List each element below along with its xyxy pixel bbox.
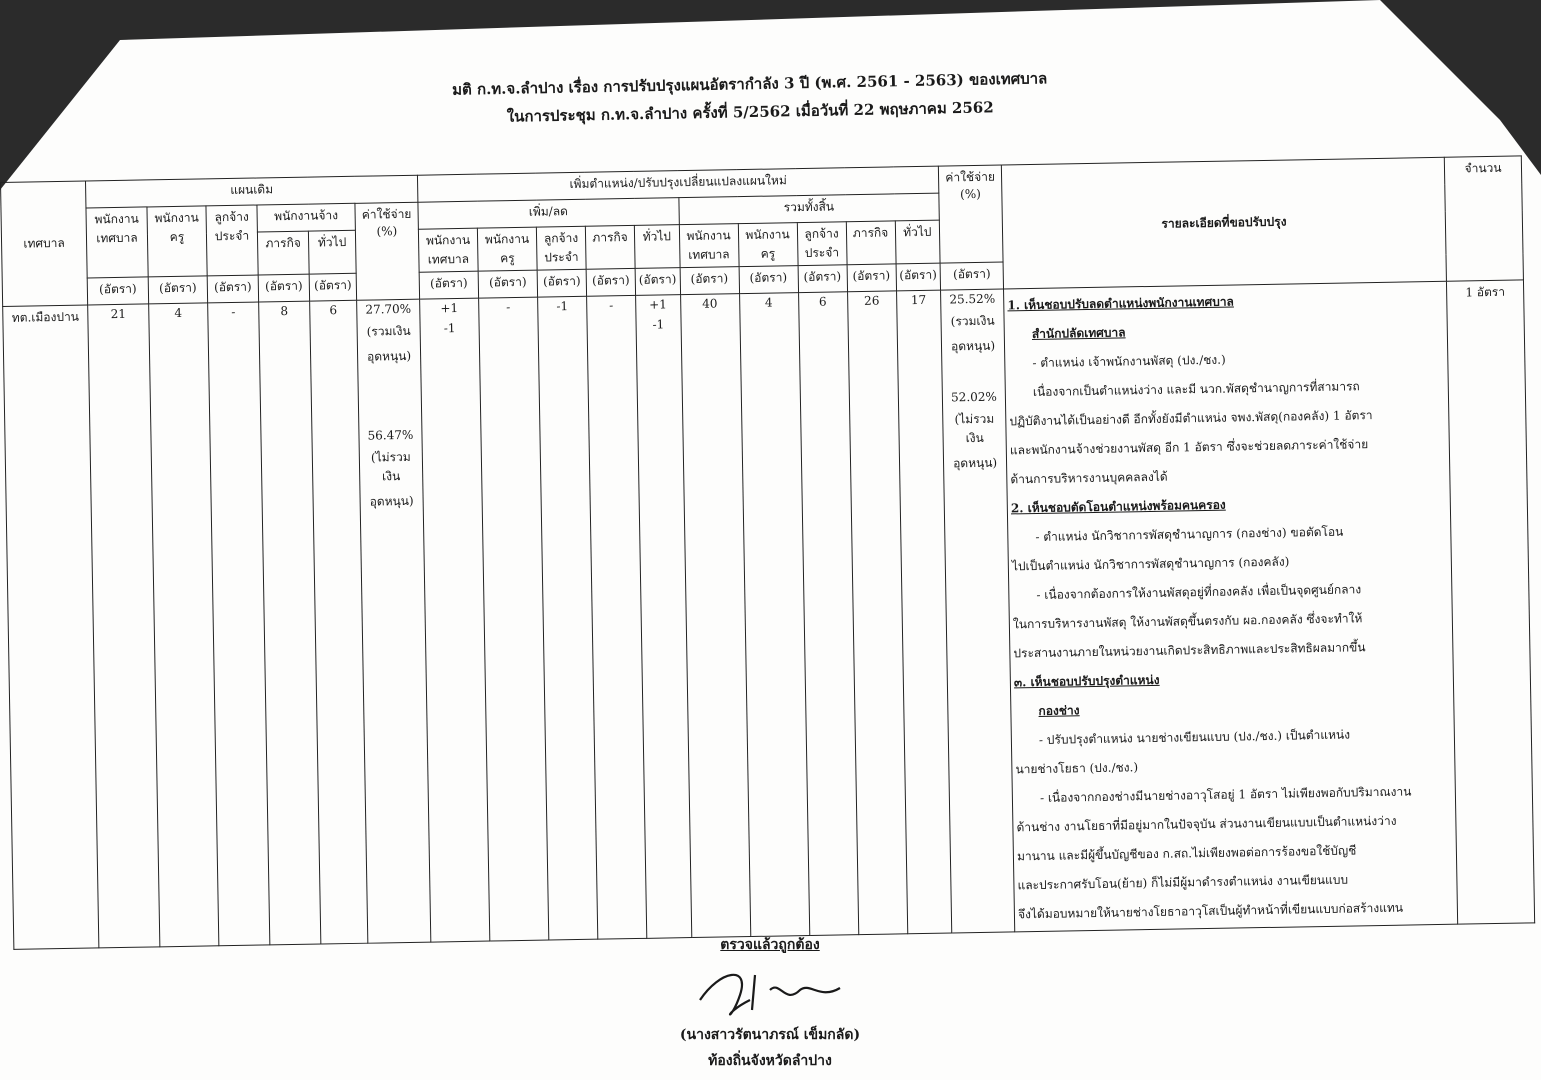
signer-name: (นางสาวรัตนาภรณ์ เข็มกลัด): [679, 1027, 861, 1043]
cell-tot-mission: 26: [847, 291, 907, 935]
rate-unit: (อัตรา): [87, 277, 148, 305]
rate-unit: (อัตรา): [847, 264, 896, 292]
detail-line: - ตำแหน่ง นักวิชาการพัสดุชำนาญการ (กองช่าง) ขอตัดโอน: [1035, 524, 1344, 544]
header-original-plan: แผนเดิม: [85, 175, 417, 208]
cell-orig-teacher: 4: [149, 303, 219, 947]
cell-orig-general: 6: [310, 300, 368, 944]
detail-line: ไปเป็นตำแหน่ง นักวิชาการพัสดุชำนาญการ (กองคลัง): [1011, 554, 1290, 574]
rate-unit: (อัตรา): [309, 273, 356, 301]
rate-unit: (อัตรา): [207, 275, 258, 303]
rate-unit: (อัตรา): [896, 263, 941, 291]
header-orig-expense: ค่าใช้จ่าย (%): [355, 202, 420, 300]
detail-line: 1. เห็นชอบปรับลดตำแหน่งพนักงานเทศบาล: [1007, 294, 1234, 313]
staffing-table: [0, 155, 1535, 949]
cell-add-general: +1 -1: [636, 295, 692, 939]
header-orig-teacher: พนักงานครู: [147, 206, 207, 277]
header-tot-municipal: พนักงานเทศบาล: [679, 224, 739, 268]
detail-line: ประสานงานภายในหน่วยงานเกิดประสิทธิภาพและประสิทธิผลมากขึ้น: [1013, 640, 1366, 661]
cell-orig-regular: -: [208, 302, 270, 946]
header-add-general: ทั่วไป: [634, 225, 679, 269]
detail-line: ๓. เห็นชอบปรับปรุงตำแหน่ง: [1013, 672, 1160, 690]
header-orig-regular: ลูกจ้างประจำ: [206, 205, 258, 276]
detail-line: - ปรับปรุงตำแหน่ง นายช่างเขียนแบบ (ปง./ชง.) เป็นตำแหน่ง: [1038, 727, 1351, 747]
cell-add-mission: -: [587, 295, 647, 939]
header-municipality: เทศบาล: [1, 181, 88, 306]
cell-amount: 1 อัตรา: [1447, 280, 1535, 924]
detail-line: จึงได้มอบหมายให้นายช่างโยธาอาวุโสเป็นผู้ทำหน้าที่เขียนแบบก่อสร้างแทน: [1017, 900, 1404, 922]
detail-line: กองช่าง: [1038, 703, 1080, 718]
detail-line: และพนักงานจ้างช่วยงานพัสดุ อีก 1 อัตรา ซึ่งจะช่วยลดภาระค่าใช้จ่าย: [1009, 437, 1369, 458]
title-line-1: มติ ก.ท.จ.ลำปาง เรื่อง การปรับปรุงแผนอัตรากำลัง 3 ปี (พ.ศ. 2561 - 2563) ของเทศบาล: [452, 69, 1048, 99]
header-add-teacher: พนักงานครู: [477, 227, 537, 271]
detail-line: ด้านการบริหารงานบุคคลลงได้: [1010, 469, 1168, 487]
handwritten-signature: [680, 960, 860, 1020]
cell-tot-regular: 6: [798, 292, 858, 936]
header-new-expense: ค่าใช้จ่าย (%): [938, 165, 1003, 263]
header-tot-regular: ลูกจ้างประจำ: [797, 222, 847, 266]
cell-new-expense: 25.52% (รวมเงิน อุดหนุน) 52.02% (ไม่รวมเงิน อุดหนุน): [941, 289, 1015, 933]
rate-unit: (อัตรา): [635, 268, 680, 296]
rate-unit: (อัตรา): [680, 267, 739, 295]
detail-line: เนื่องจากเป็นตำแหน่งว่าง และมี นวก.พัสดุชำนาญการที่สามารถ: [1032, 379, 1360, 400]
header-details: รายละเอียดที่ขอปรับปรุง: [1001, 157, 1446, 289]
rate-unit: (อัตรา): [258, 274, 309, 302]
detail-line: - เนื่องจากกองช่างมีนายช่างอาวุโสอยู่ 1 อัตรา ไม่เพียงพอกับปริมาณงาน: [1039, 784, 1412, 805]
detail-line: ด้านช่าง งานโยธาที่มีอยู่มากในปัจจุบัน ส่วนงานเขียนแบบเป็นตำแหน่งว่าง: [1016, 813, 1397, 835]
cell-details: [1004, 281, 1458, 932]
cell-orig-mission: 8: [259, 301, 321, 945]
header-orig-general: ทั่วไป: [308, 230, 356, 274]
detail-line: นายช่างโยธา (ปง./ชง.): [1015, 760, 1139, 777]
header-tot-general: ทั่วไป: [895, 220, 940, 264]
rate-unit: (อัตรา): [586, 268, 635, 296]
header-add-cut: เพิ่ม/ลด: [418, 198, 679, 230]
cell-orig-expense: 27.70% (รวมเงิน อุดหนุน) 56.47% (ไม่รวมเงิน อุดหนุน): [357, 299, 431, 943]
cell-add-teacher: -: [479, 297, 549, 941]
header-add-regular: ลูกจ้างประจำ: [536, 226, 586, 270]
detail-line: - เนื่องจากต้องการให้งานพัสดุอยู่ที่กองคลัง เพื่อเป็นจุดศูนย์กลาง: [1036, 582, 1362, 602]
rate-unit: (อัตรา): [940, 262, 1003, 290]
header-total: รวมทั้งสิ้น: [678, 193, 939, 225]
detail-line: และประกาศรับโอน(ย้าย) ก็ไม่มีผู้มาดำรงตำแหน่ง งานเขียนแบบ: [1017, 872, 1349, 893]
cell-tot-general: 17: [896, 290, 952, 934]
header-add-municipal: พนักงานเทศบาล: [418, 228, 478, 272]
header-add-mission: ภารกิจ: [585, 225, 635, 269]
header-orig-contract: พนักงานจ้าง: [257, 203, 355, 232]
detail-line: สำนักปลัดเทศบาล: [1031, 325, 1126, 342]
detail-line: 2. เห็นชอบตัดโอนตำแหน่งพร้อมคนครอง: [1010, 497, 1226, 516]
cell-tot-teacher: 4: [739, 293, 809, 937]
rate-unit: (อัตรา): [798, 265, 847, 293]
rate-unit: (อัตรา): [478, 270, 537, 298]
verified-label: ตรวจแล้วถูกต้อง: [720, 937, 820, 953]
title-line-2: ในการประชุม ก.ท.จ.ลำปาง ครั้งที่ 5/2562 เมื่อวันที่ 22 พฤษภาคม 2562: [506, 98, 994, 126]
detail-line: ในการบริหารงานพัสดุ ให้งานพัสดุขึ้นตรงกับ ผอ.กองคลัง ซึ่งจะทำให้: [1012, 611, 1363, 632]
cell-add-regular: -1: [538, 296, 598, 940]
detail-line: มานาน และมีผู้ขึ้นบัญชีของ ก.สถ.ไม่เพียงพอต่อการร้องขอใช้บัญชี: [1016, 843, 1357, 864]
detail-line: - ตำแหน่ง เจ้าพนักงานพัสดุ (ปง./ชง.): [1032, 352, 1226, 371]
header-amount: จำนวน: [1444, 156, 1523, 281]
cell-add-municipal: +1 -1: [420, 298, 490, 942]
header-orig-mission: ภารกิจ: [257, 231, 309, 275]
header-new-plan: เพิ่มตำแหน่ง/ปรับปรุงเปลี่ยนแปลงแผนใหม่: [417, 166, 938, 202]
signature-block: [640, 930, 900, 1076]
cell-tot-municipal: 40: [680, 294, 750, 938]
cell-orig-municipal: 21: [88, 304, 160, 948]
rate-unit: (อัตรา): [739, 266, 798, 294]
cell-municipality: ทต.เมืองปาน: [3, 305, 99, 949]
header-orig-municipal: พนักงานเทศบาล: [86, 207, 148, 278]
signer-position: ท้องถิ่นจังหวัดลำปาง: [708, 1053, 832, 1069]
rate-unit: (อัตรา): [419, 271, 478, 299]
header-tot-teacher: พนักงานครู: [738, 223, 798, 267]
rate-unit: (อัตรา): [537, 269, 586, 297]
header-tot-mission: ภารกิจ: [846, 221, 896, 265]
detail-line: ปฏิบัติงานได้เป็นอย่างดี อีกทั้งยังมีตำแหน่ง จพง.พัสดุ(กองคลัง) 1 อัตรา: [1009, 408, 1373, 429]
rate-unit: (อัตรา): [148, 276, 207, 304]
